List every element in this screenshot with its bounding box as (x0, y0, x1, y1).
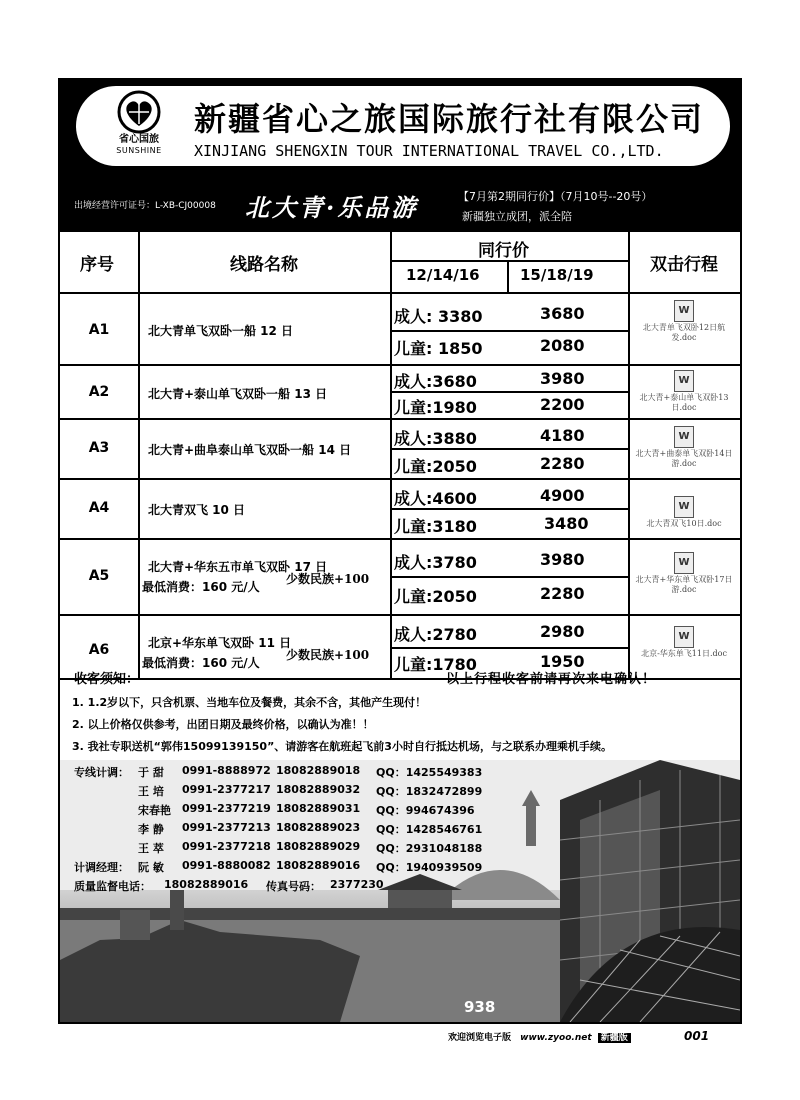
table-row (60, 480, 740, 540)
route-name: 北大青+华东五市单飞双卧 17 日 (148, 560, 328, 574)
manager-qq: QQ：1940939509 (376, 861, 483, 874)
itinerary-doc-link[interactable]: W 北大青+曲泰单飞双卧14日游.doc (634, 424, 734, 469)
manager-label: 计调经理： (74, 861, 129, 874)
price-period: 【7月第2期同行价】（7月10号--20号） (458, 190, 653, 203)
staff-qq: QQ：1832472899 (376, 785, 483, 798)
route-code: A4 (88, 500, 110, 516)
itinerary-doc-link[interactable]: W 北大青+泰山单飞双卧13日.doc (634, 368, 734, 413)
heart-globe-icon (117, 90, 161, 134)
staff-mobile: 18082889023 (276, 821, 361, 834)
license-number: 出境经营许可证号：L-XB-CJ00008 (74, 201, 216, 211)
adult-price: 成人:3680 3980 (394, 369, 585, 391)
scenery-image (60, 760, 740, 1022)
min-spend: 最低消费：160 元/人 (142, 656, 260, 670)
header (60, 80, 740, 180)
staff-mobile: 18082889031 (276, 802, 361, 815)
adult-price: 成人: 3380 3680 (394, 304, 585, 326)
child-price: 儿童: 1850 2080 (394, 336, 585, 358)
route-name: 北大青+泰山单飞双卧一船 13 日 (148, 387, 328, 401)
table-row (60, 294, 740, 366)
staff-name: 王 培 (138, 785, 164, 798)
adult-price: 成人:3780 3980 (394, 550, 585, 572)
quality-label: 质量监督电话： (74, 880, 151, 893)
ship-number: 938 (464, 998, 496, 1016)
notes-confirm: 以上行程收客前请再次来电确认！ (446, 672, 657, 687)
staff-name: 于 甜 (138, 766, 164, 779)
ethnic-surcharge: 少数民族+100 (286, 648, 370, 662)
word-doc-icon: W (674, 300, 694, 322)
staff-phone: 0991-2377213 (182, 821, 271, 834)
route-name: 北大青双飞 10 日 (148, 503, 246, 517)
fax-label: 传真号码： (266, 880, 321, 893)
manager-name: 阮 敏 (138, 861, 164, 874)
child-price: 儿童:1780 1950 (394, 652, 585, 674)
footer (448, 1030, 631, 1043)
hotline-label: 专线计调： (74, 766, 129, 779)
route-title: 北大青·乐品游 (245, 193, 419, 222)
route-name: 北京+华东单飞双卧 11 日 (148, 636, 292, 650)
route-code: A3 (88, 440, 110, 456)
adult-price: 成人:2780 2980 (394, 622, 585, 644)
table-header (60, 232, 740, 294)
col-header-route: 线路名称 (230, 255, 298, 275)
photo-collage (60, 760, 740, 1022)
route-code: A5 (88, 568, 110, 584)
note-item: 1. 1.2岁以下，只含机票、当地车位及餐费，其余不含，其他产生现付！ (72, 696, 427, 709)
col-header-date1: 12/14/16 (406, 266, 480, 284)
word-doc-icon: W (674, 426, 694, 448)
child-price: 儿童:2050 2280 (394, 454, 585, 476)
word-doc-icon: W (674, 626, 694, 648)
staff-phone: 0991-8888972 (182, 764, 271, 777)
min-spend: 最低消费：160 元/人 (142, 580, 260, 594)
staff-mobile: 18082889032 (276, 783, 361, 796)
staff-name: 王 萃 (138, 842, 164, 855)
quality-phone: 18082889016 (164, 878, 249, 891)
brochure-page (58, 78, 742, 1024)
staff-qq: QQ：2931048188 (376, 842, 483, 855)
adult-price: 成人:4600 4900 (394, 486, 585, 508)
col-header-itinerary: 双击行程 (650, 255, 718, 275)
group-note: 新疆独立成团，派全陪 (462, 210, 572, 223)
itinerary-doc-link[interactable]: W 北京-华东单飞11日.doc (634, 624, 734, 659)
child-price: 儿童:1980 2200 (394, 395, 585, 417)
word-doc-icon: W (674, 552, 694, 574)
staff-phone: 0991-2377217 (182, 783, 271, 796)
booking-notes (60, 666, 740, 760)
itinerary-doc-link[interactable]: W 北大青+华东单飞双卧17日游.doc (634, 550, 734, 595)
notes-title: 收客须知： (74, 672, 140, 687)
word-doc-icon: W (674, 370, 694, 392)
price-table (60, 232, 740, 680)
word-doc-icon: W (674, 496, 694, 518)
company-name-en: XINJIANG SHENGXIN TOUR INTERNATIONAL TRAVEL CO.,LTD. (194, 142, 664, 160)
footer-url[interactable]: www.zyoo.net (520, 1033, 592, 1043)
staff-phone: 0991-2377218 (182, 840, 271, 853)
table-row (60, 366, 740, 420)
table-row (60, 420, 740, 480)
route-code: A1 (88, 322, 110, 338)
adult-price: 成人:3880 4180 (394, 426, 585, 448)
itinerary-doc-link[interactable]: W 北大青双飞10日.doc (634, 494, 734, 529)
staff-name: 李 静 (138, 823, 164, 836)
page-number: 001 (684, 1029, 710, 1043)
fax-number: 2377230 (330, 878, 384, 891)
staff-name: 宋春艳 (138, 804, 171, 817)
col-header-date2: 15/18/19 (520, 266, 594, 284)
route-code: A6 (88, 642, 110, 658)
logo-en-text: SUNSHINE (116, 146, 162, 155)
staff-phone: 0991-2377219 (182, 802, 271, 815)
manager-mobile: 18082889016 (276, 859, 361, 872)
itinerary-doc-link[interactable]: W 北大青单飞双卧12日航发.doc (634, 298, 734, 343)
header-banner (76, 86, 730, 166)
staff-qq: QQ：994674396 (376, 804, 475, 817)
col-header-price: 同行价 (478, 241, 529, 261)
staff-qq: QQ：1425549383 (376, 766, 483, 779)
col-header-no: 序号 (80, 255, 114, 275)
footer-text: 欢迎浏览电子版 (448, 1033, 512, 1043)
staff-mobile: 18082889029 (276, 840, 361, 853)
child-price: 儿童:2050 2280 (394, 584, 585, 606)
manager-phone: 0991-8880082 (182, 859, 271, 872)
staff-mobile: 18082889018 (276, 764, 361, 777)
logo-cn-text: 省心国旅 (119, 134, 159, 145)
company-name-cn: 新疆省心之旅国际旅行社有限公司 (194, 100, 705, 138)
table-row (60, 540, 740, 616)
ethnic-surcharge: 少数民族+100 (286, 572, 370, 586)
child-price: 儿童:3180 3480 (394, 514, 589, 536)
staff-qq: QQ：1428546761 (376, 823, 483, 836)
note-item: 3. 我社专职送机“郭伟15099139150”、请游客在航班起飞前3小时自行抵达机场，与之联系办理乘机手续。 (72, 740, 612, 753)
route-code: A2 (88, 384, 110, 400)
note-item: 2. 以上价格仅供参考，出团日期及最终价格，以确认为准！！ (72, 718, 374, 731)
edition-badge: 新疆版 (598, 1033, 631, 1043)
route-name: 北大青单飞双卧一船 12 日 (148, 324, 294, 338)
title-band (60, 180, 740, 232)
company-logo (104, 90, 174, 162)
route-name: 北大青+曲阜泰山单飞双卧一船 14 日 (148, 443, 352, 457)
